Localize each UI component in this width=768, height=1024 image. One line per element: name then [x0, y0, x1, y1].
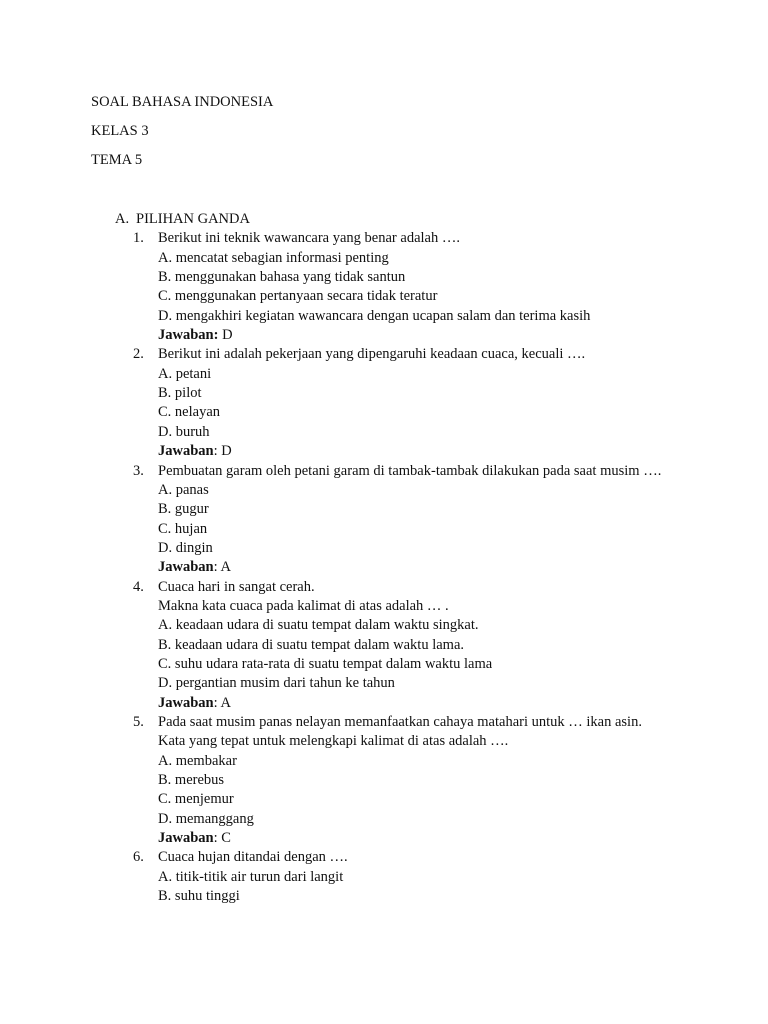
answer-label: Jawaban: [158, 559, 214, 576]
answer-value: : C: [213, 830, 231, 847]
option-a: A. membakar: [158, 752, 237, 769]
section-marker: A.: [115, 211, 130, 227]
answer-label: Jawaban: [158, 830, 214, 847]
option-c: C. menggunakan pertanyaan secara tidak teratur: [158, 288, 438, 305]
option-c: C. suhu udara rata-rata di suatu tempat dalam waktu lama: [158, 655, 493, 672]
answer-line: [158, 694, 768, 713]
option-a: A. petani: [158, 365, 212, 382]
question-text: Makna kata cuaca pada kalimat di atas adalah … .: [158, 597, 449, 614]
answer-value: : A: [213, 559, 231, 576]
question-number: 4.: [133, 578, 144, 595]
answer-line: [158, 558, 768, 577]
question-1: [0, 229, 768, 345]
option-b: B. suhu tinggi: [158, 888, 240, 905]
question-number: 3.: [133, 462, 144, 479]
answer-line: [158, 829, 768, 848]
question-list: [0, 229, 768, 906]
option-a: A. keadaan udara di suatu tempat dalam waktu singkat.: [158, 617, 479, 634]
answer-label: Jawaban: [158, 694, 214, 711]
question-6: [0, 848, 768, 906]
option-a: A. titik-titik air turun dari langit: [158, 868, 344, 885]
option-d: D. buruh: [158, 423, 210, 440]
question-number: 5.: [133, 713, 144, 730]
answer-value: D: [218, 327, 233, 344]
option-a: A. panas: [158, 481, 209, 498]
answer-value: : A: [213, 694, 231, 711]
question-number: 6.: [133, 849, 144, 866]
question-4: [0, 578, 768, 713]
question-number: 1.: [133, 230, 144, 247]
option-a: A. mencatat sebagian informasi penting: [158, 249, 389, 266]
option-b: B. pilot: [158, 385, 202, 402]
option-d: D. pergantian musim dari tahun ke tahun: [158, 675, 395, 692]
option-d: D. mengakhiri kegiatan wawancara dengan ucapan salam dan terima kasih: [158, 307, 591, 324]
class-label: KELAS 3: [91, 123, 149, 139]
question-3: [0, 462, 768, 578]
answer-label: Jawaban:: [158, 327, 219, 344]
option-b: B. merebus: [158, 772, 225, 789]
question-text: Pembuatan garam oleh petani garam di tambak-tambak dilakukan pada saat musim ….: [158, 462, 662, 479]
option-b: B. keadaan udara di suatu tempat dalam waktu lama.: [158, 636, 465, 653]
question-text: Pada saat musim panas nelayan memanfaatkan cahaya matahari untuk … ikan asin.: [158, 713, 642, 730]
answer-line: [158, 442, 768, 461]
question-text: Cuaca hari in sangat cerah.: [158, 578, 315, 595]
section-title: PILIHAN GANDA: [136, 211, 250, 227]
answer-label: Jawaban: [158, 443, 214, 460]
option-d: D. memanggang: [158, 810, 254, 827]
answer-value: : D: [213, 443, 232, 460]
question-text: Berikut ini adalah pekerjaan yang dipengaruhi keadaan cuaca, kecuali ….: [158, 346, 586, 363]
question-text: Berikut ini teknik wawancara yang benar adalah ….: [158, 230, 460, 247]
question-number: 2.: [133, 346, 144, 363]
option-c: C. nelayan: [158, 404, 221, 421]
option-c: C. hujan: [158, 520, 208, 537]
theme-label: TEMA 5: [91, 152, 143, 168]
option-b: B. menggunakan bahasa yang tidak santun: [158, 269, 406, 286]
option-b: B. gugur: [158, 501, 209, 518]
doc-title: SOAL BAHASA INDONESIA: [91, 94, 274, 110]
option-c: C. menjemur: [158, 791, 234, 808]
question-text: Cuaca hujan ditandai dengan ….: [158, 849, 348, 866]
question-text: Kata yang tepat untuk melengkapi kalimat di atas adalah ….: [158, 733, 509, 750]
option-d: D. dingin: [158, 539, 213, 556]
answer-line: [158, 326, 768, 345]
question-2: [0, 345, 768, 461]
question-5: [0, 713, 768, 848]
